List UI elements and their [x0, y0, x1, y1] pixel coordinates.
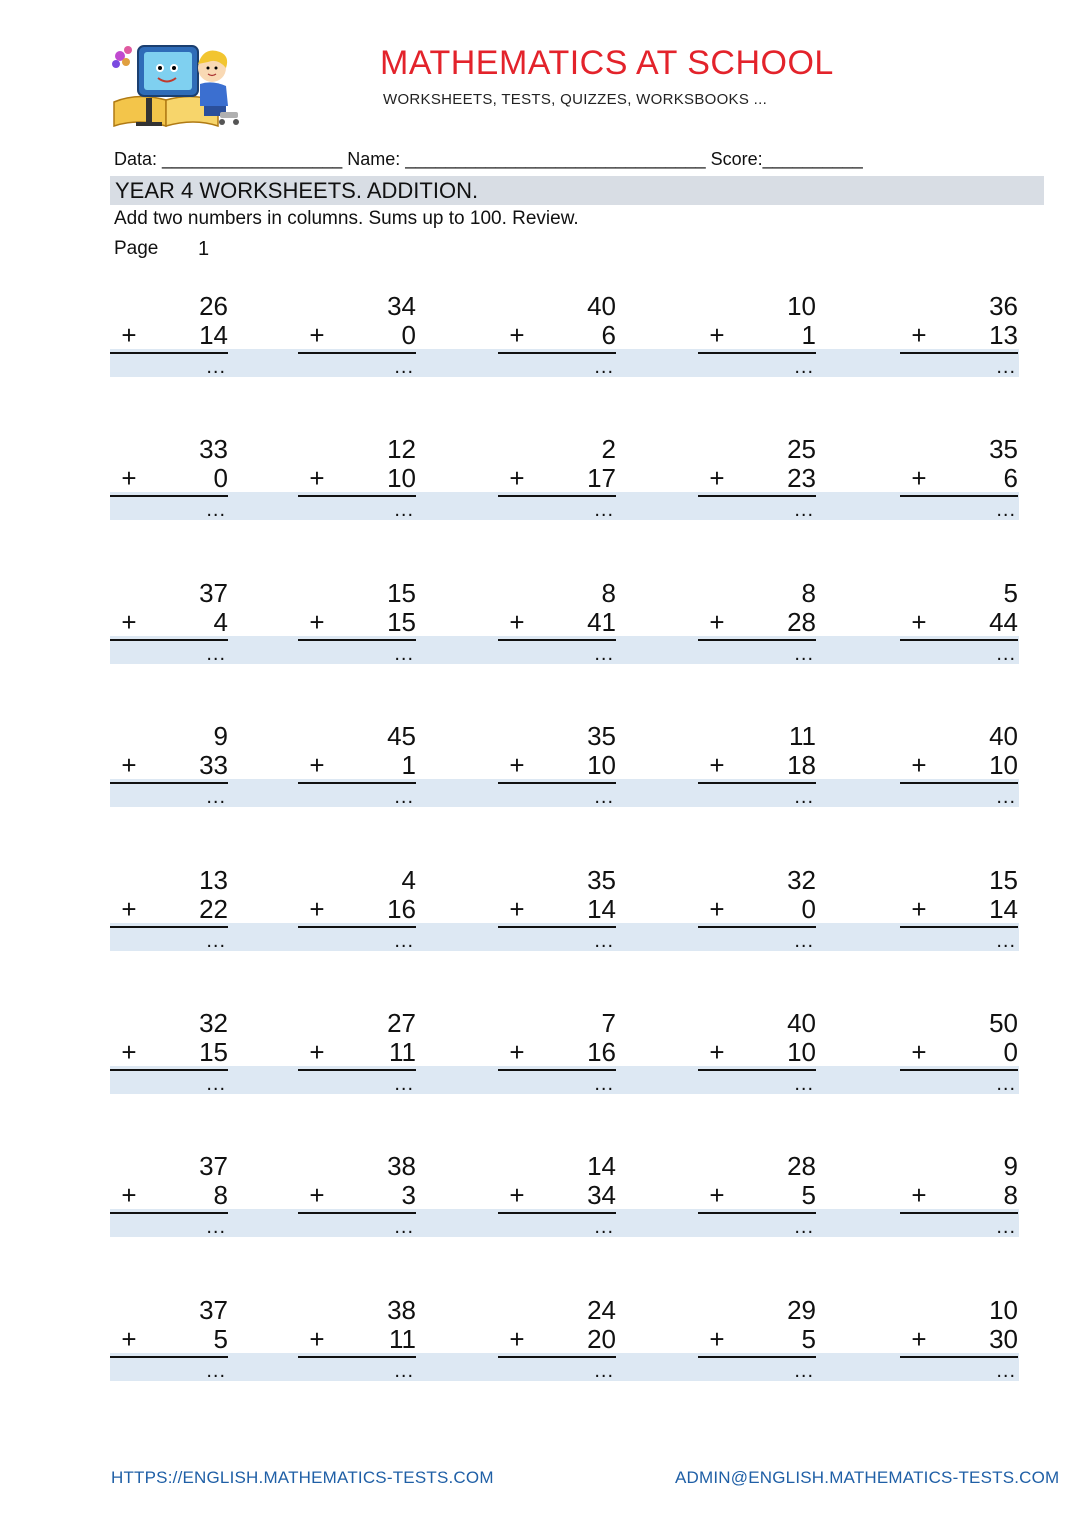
addend-bottom: 30 — [989, 1324, 1018, 1354]
addend-bottom: 18 — [787, 750, 816, 780]
plus-sign: + — [509, 750, 525, 780]
answer-field[interactable]: ... — [794, 499, 814, 521]
addend-bottom: 16 — [587, 1037, 616, 1067]
addend-top: 8 — [801, 578, 816, 608]
addition-problem — [900, 578, 1018, 670]
answer-field[interactable]: ... — [394, 1360, 414, 1382]
addend-top: 33 — [199, 434, 228, 464]
addend-bottom: 4 — [213, 607, 228, 637]
answer-field[interactable]: ... — [794, 930, 814, 952]
addition-problem — [110, 1295, 228, 1387]
answer-field[interactable]: ... — [794, 1073, 814, 1095]
addend-bottom: 8 — [213, 1180, 228, 1210]
site-subtitle: WORKSHEETS, TESTS, QUIZZES, WORKSBOOKS ... — [383, 91, 768, 108]
addend-bottom: 28 — [787, 607, 816, 637]
addition-problem — [900, 865, 1018, 957]
name-label: Name: — [347, 149, 401, 169]
addend-top: 4 — [401, 865, 416, 895]
addend-bottom: 5 — [801, 1324, 816, 1354]
plus-sign: + — [121, 1180, 137, 1210]
answer-field[interactable]: ... — [206, 356, 226, 378]
plus-sign: + — [121, 1037, 137, 1067]
data-field[interactable]: __________________ — [162, 149, 343, 169]
answer-field[interactable]: ... — [794, 643, 814, 665]
answer-field[interactable]: ... — [996, 930, 1016, 952]
answer-field[interactable]: ... — [394, 930, 414, 952]
worksheet-title-bar — [110, 176, 1044, 205]
plus-sign: + — [509, 894, 525, 924]
answer-field[interactable]: ... — [394, 1073, 414, 1095]
plus-sign: + — [509, 1324, 525, 1354]
addend-bottom: 44 — [989, 607, 1018, 637]
answer-field[interactable]: ... — [996, 1073, 1016, 1095]
page-label: Page — [114, 238, 159, 259]
answer-field[interactable]: ... — [996, 786, 1016, 808]
answer-field[interactable]: ... — [206, 499, 226, 521]
addend-bottom: 14 — [587, 894, 616, 924]
addend-bottom: 34 — [587, 1180, 616, 1210]
addend-bottom: 14 — [199, 320, 228, 350]
answer-field[interactable]: ... — [794, 1360, 814, 1382]
plus-sign: + — [121, 750, 137, 780]
addend-bottom: 15 — [387, 607, 416, 637]
addend-bottom: 10 — [587, 750, 616, 780]
addend-bottom: 33 — [199, 750, 228, 780]
addition-problem — [498, 1008, 616, 1100]
addend-top: 32 — [787, 865, 816, 895]
addend-bottom: 1 — [401, 750, 416, 780]
addend-top: 15 — [989, 865, 1018, 895]
score-label: Score: — [710, 149, 763, 169]
plus-sign: + — [709, 1324, 725, 1354]
addend-bottom: 0 — [401, 320, 416, 350]
student-fields — [114, 149, 863, 170]
addend-top: 35 — [587, 721, 616, 751]
addend-bottom: 8 — [1003, 1180, 1018, 1210]
addition-problem — [498, 1295, 616, 1387]
addend-top: 2 — [601, 434, 616, 464]
addend-bottom: 15 — [199, 1037, 228, 1067]
addition-problem — [498, 721, 616, 813]
footer-website-link[interactable]: HTTPS://ENGLISH.MATHEMATICS-TESTS.COM — [111, 1468, 494, 1487]
addition-problem — [298, 1008, 416, 1100]
addend-bottom: 1 — [801, 320, 816, 350]
addition-problem — [298, 291, 416, 383]
addend-top: 9 — [1003, 1151, 1018, 1181]
addend-top: 35 — [587, 865, 616, 895]
addend-bottom: 20 — [587, 1324, 616, 1354]
addend-bottom: 13 — [989, 320, 1018, 350]
addend-top: 25 — [787, 434, 816, 464]
addend-top: 35 — [989, 434, 1018, 464]
addend-top: 37 — [199, 1295, 228, 1325]
addend-bottom: 6 — [601, 320, 616, 350]
addend-bottom: 11 — [389, 1324, 416, 1354]
plus-sign: + — [309, 1037, 325, 1067]
data-label: Data: — [114, 149, 158, 169]
addend-top: 29 — [787, 1295, 816, 1325]
addend-bottom: 0 — [1003, 1037, 1018, 1067]
addend-top: 32 — [199, 1008, 228, 1038]
addition-problem — [298, 434, 416, 526]
name-field[interactable]: ______________________________ — [405, 149, 706, 169]
addend-bottom: 23 — [787, 463, 816, 493]
addition-problem — [498, 865, 616, 957]
plus-sign: + — [509, 607, 525, 637]
addition-problem — [110, 865, 228, 957]
addend-top: 37 — [199, 1151, 228, 1181]
plus-sign: + — [121, 1324, 137, 1354]
answer-field[interactable]: ... — [206, 1360, 226, 1382]
plus-sign: + — [121, 320, 137, 350]
answer-field[interactable]: ... — [996, 499, 1016, 521]
instructions: Add two numbers in columns. Sums up to 100. Review. — [114, 208, 579, 229]
plus-sign: + — [509, 1037, 525, 1067]
addition-problem — [298, 865, 416, 957]
addend-top: 10 — [989, 1295, 1018, 1325]
addition-problem — [298, 1151, 416, 1243]
plus-sign: + — [509, 320, 525, 350]
addend-top: 5 — [1003, 578, 1018, 608]
addition-problem — [110, 434, 228, 526]
plus-sign: + — [309, 750, 325, 780]
answer-field[interactable]: ... — [996, 1216, 1016, 1238]
addend-top: 8 — [601, 578, 616, 608]
plus-sign: + — [509, 463, 525, 493]
addend-bottom: 17 — [587, 463, 616, 493]
addition-problem — [110, 291, 228, 383]
answer-field[interactable]: ... — [206, 1073, 226, 1095]
answer-field[interactable]: ... — [394, 786, 414, 808]
answer-field[interactable]: ... — [206, 786, 226, 808]
addition-problem — [698, 1295, 816, 1387]
addition-problem — [298, 578, 416, 670]
plus-sign: + — [121, 463, 137, 493]
plus-sign: + — [911, 750, 927, 780]
addend-top: 27 — [387, 1008, 416, 1038]
addition-problem — [698, 434, 816, 526]
addition-problem — [698, 291, 816, 383]
addend-bottom: 10 — [989, 750, 1018, 780]
addend-top: 34 — [387, 291, 416, 321]
addition-problem — [900, 291, 1018, 383]
addition-problem — [110, 1151, 228, 1243]
addition-problem — [110, 578, 228, 670]
plus-sign: + — [309, 463, 325, 493]
addition-problem — [698, 578, 816, 670]
addition-problem — [698, 1008, 816, 1100]
plus-sign: + — [709, 750, 725, 780]
answer-field[interactable]: ... — [594, 930, 614, 952]
addend-top: 11 — [789, 721, 816, 751]
addition-problem — [698, 1151, 816, 1243]
addition-problem — [110, 721, 228, 813]
plus-sign: + — [121, 607, 137, 637]
addend-top: 15 — [387, 578, 416, 608]
answer-field[interactable]: ... — [594, 1360, 614, 1382]
addition-problem — [498, 291, 616, 383]
answer-field[interactable]: ... — [794, 786, 814, 808]
addend-top: 26 — [199, 291, 228, 321]
addend-bottom: 3 — [401, 1180, 416, 1210]
plus-sign: + — [709, 1180, 725, 1210]
score-field[interactable]: __________ — [762, 149, 863, 169]
answer-field[interactable]: ... — [794, 1216, 814, 1238]
addend-top: 45 — [387, 721, 416, 751]
answer-field[interactable]: ... — [206, 643, 226, 665]
addend-top: 7 — [601, 1008, 616, 1038]
answer-field[interactable]: ... — [394, 1216, 414, 1238]
plus-sign: + — [121, 894, 137, 924]
page-number: 1 — [198, 238, 210, 260]
answer-field[interactable]: ... — [996, 643, 1016, 665]
plus-sign: + — [509, 1180, 525, 1210]
plus-sign: + — [911, 1180, 927, 1210]
addend-bottom: 5 — [801, 1180, 816, 1210]
addition-problem — [498, 434, 616, 526]
plus-sign: + — [709, 894, 725, 924]
worksheet-title: YEAR 4 WORKSHEETS. ADDITION. — [115, 178, 479, 203]
addend-bottom: 6 — [1003, 463, 1018, 493]
addend-bottom: 5 — [213, 1324, 228, 1354]
answer-field[interactable]: ... — [394, 356, 414, 378]
answer-field[interactable]: ... — [394, 643, 414, 665]
addition-problem — [298, 721, 416, 813]
addition-problem — [698, 721, 816, 813]
answer-field[interactable]: ... — [594, 1216, 614, 1238]
answer-field[interactable]: ... — [996, 356, 1016, 378]
plus-sign: + — [911, 607, 927, 637]
plus-sign: + — [709, 1037, 725, 1067]
plus-sign: + — [911, 894, 927, 924]
addend-bottom: 10 — [787, 1037, 816, 1067]
addend-top: 40 — [989, 721, 1018, 751]
plus-sign: + — [309, 607, 325, 637]
plus-sign: + — [309, 894, 325, 924]
answer-field[interactable]: ... — [594, 499, 614, 521]
addend-top: 12 — [387, 434, 416, 464]
answer-field[interactable]: ... — [594, 1073, 614, 1095]
addend-bottom: 16 — [387, 894, 416, 924]
addend-top: 38 — [387, 1295, 416, 1325]
addend-top: 24 — [587, 1295, 616, 1325]
addend-top: 14 — [587, 1151, 616, 1181]
answer-field[interactable]: ... — [996, 1360, 1016, 1382]
plus-sign: + — [911, 1324, 927, 1354]
addend-top: 28 — [787, 1151, 816, 1181]
plus-sign: + — [911, 320, 927, 350]
addition-problem — [900, 1295, 1018, 1387]
answer-field[interactable]: ... — [206, 930, 226, 952]
addition-problem — [900, 434, 1018, 526]
addend-top: 10 — [787, 291, 816, 321]
plus-sign: + — [911, 1037, 927, 1067]
plus-sign: + — [309, 1324, 325, 1354]
addend-bottom: 14 — [989, 894, 1018, 924]
addend-bottom: 10 — [387, 463, 416, 493]
addend-bottom: 41 — [587, 607, 616, 637]
addend-bottom: 22 — [199, 894, 228, 924]
addend-top: 13 — [199, 865, 228, 895]
plus-sign: + — [709, 320, 725, 350]
addend-top: 38 — [387, 1151, 416, 1181]
addition-problem — [110, 1008, 228, 1100]
addend-top: 40 — [787, 1008, 816, 1038]
answer-field[interactable]: ... — [794, 356, 814, 378]
footer-email-link[interactable]: ADMIN@ENGLISH.MATHEMATICS-TESTS.COM — [675, 1468, 1060, 1487]
plus-sign: + — [709, 463, 725, 493]
addition-problem — [298, 1295, 416, 1387]
addend-bottom: 0 — [801, 894, 816, 924]
answer-field[interactable]: ... — [394, 499, 414, 521]
addend-top: 50 — [989, 1008, 1018, 1038]
plus-sign: + — [709, 607, 725, 637]
answer-field[interactable]: ... — [594, 786, 614, 808]
addend-top: 36 — [989, 291, 1018, 321]
addition-problem — [900, 1008, 1018, 1100]
plus-sign: + — [309, 1180, 325, 1210]
site-title: MATHEMATICS AT SCHOOL — [380, 44, 834, 82]
addition-problem — [900, 721, 1018, 813]
addend-top: 40 — [587, 291, 616, 321]
plus-sign: + — [309, 320, 325, 350]
addition-problem — [498, 1151, 616, 1243]
school-computer-logo-icon — [108, 40, 250, 132]
plus-sign: + — [911, 463, 927, 493]
answer-field[interactable]: ... — [594, 356, 614, 378]
addend-top: 9 — [213, 721, 228, 751]
answer-field[interactable]: ... — [594, 643, 614, 665]
answer-field[interactable]: ... — [206, 1216, 226, 1238]
addition-problem — [900, 1151, 1018, 1243]
addend-top: 37 — [199, 578, 228, 608]
addend-bottom: 0 — [213, 463, 228, 493]
addition-problem — [498, 578, 616, 670]
addend-bottom: 11 — [389, 1037, 416, 1067]
addition-problem — [698, 865, 816, 957]
